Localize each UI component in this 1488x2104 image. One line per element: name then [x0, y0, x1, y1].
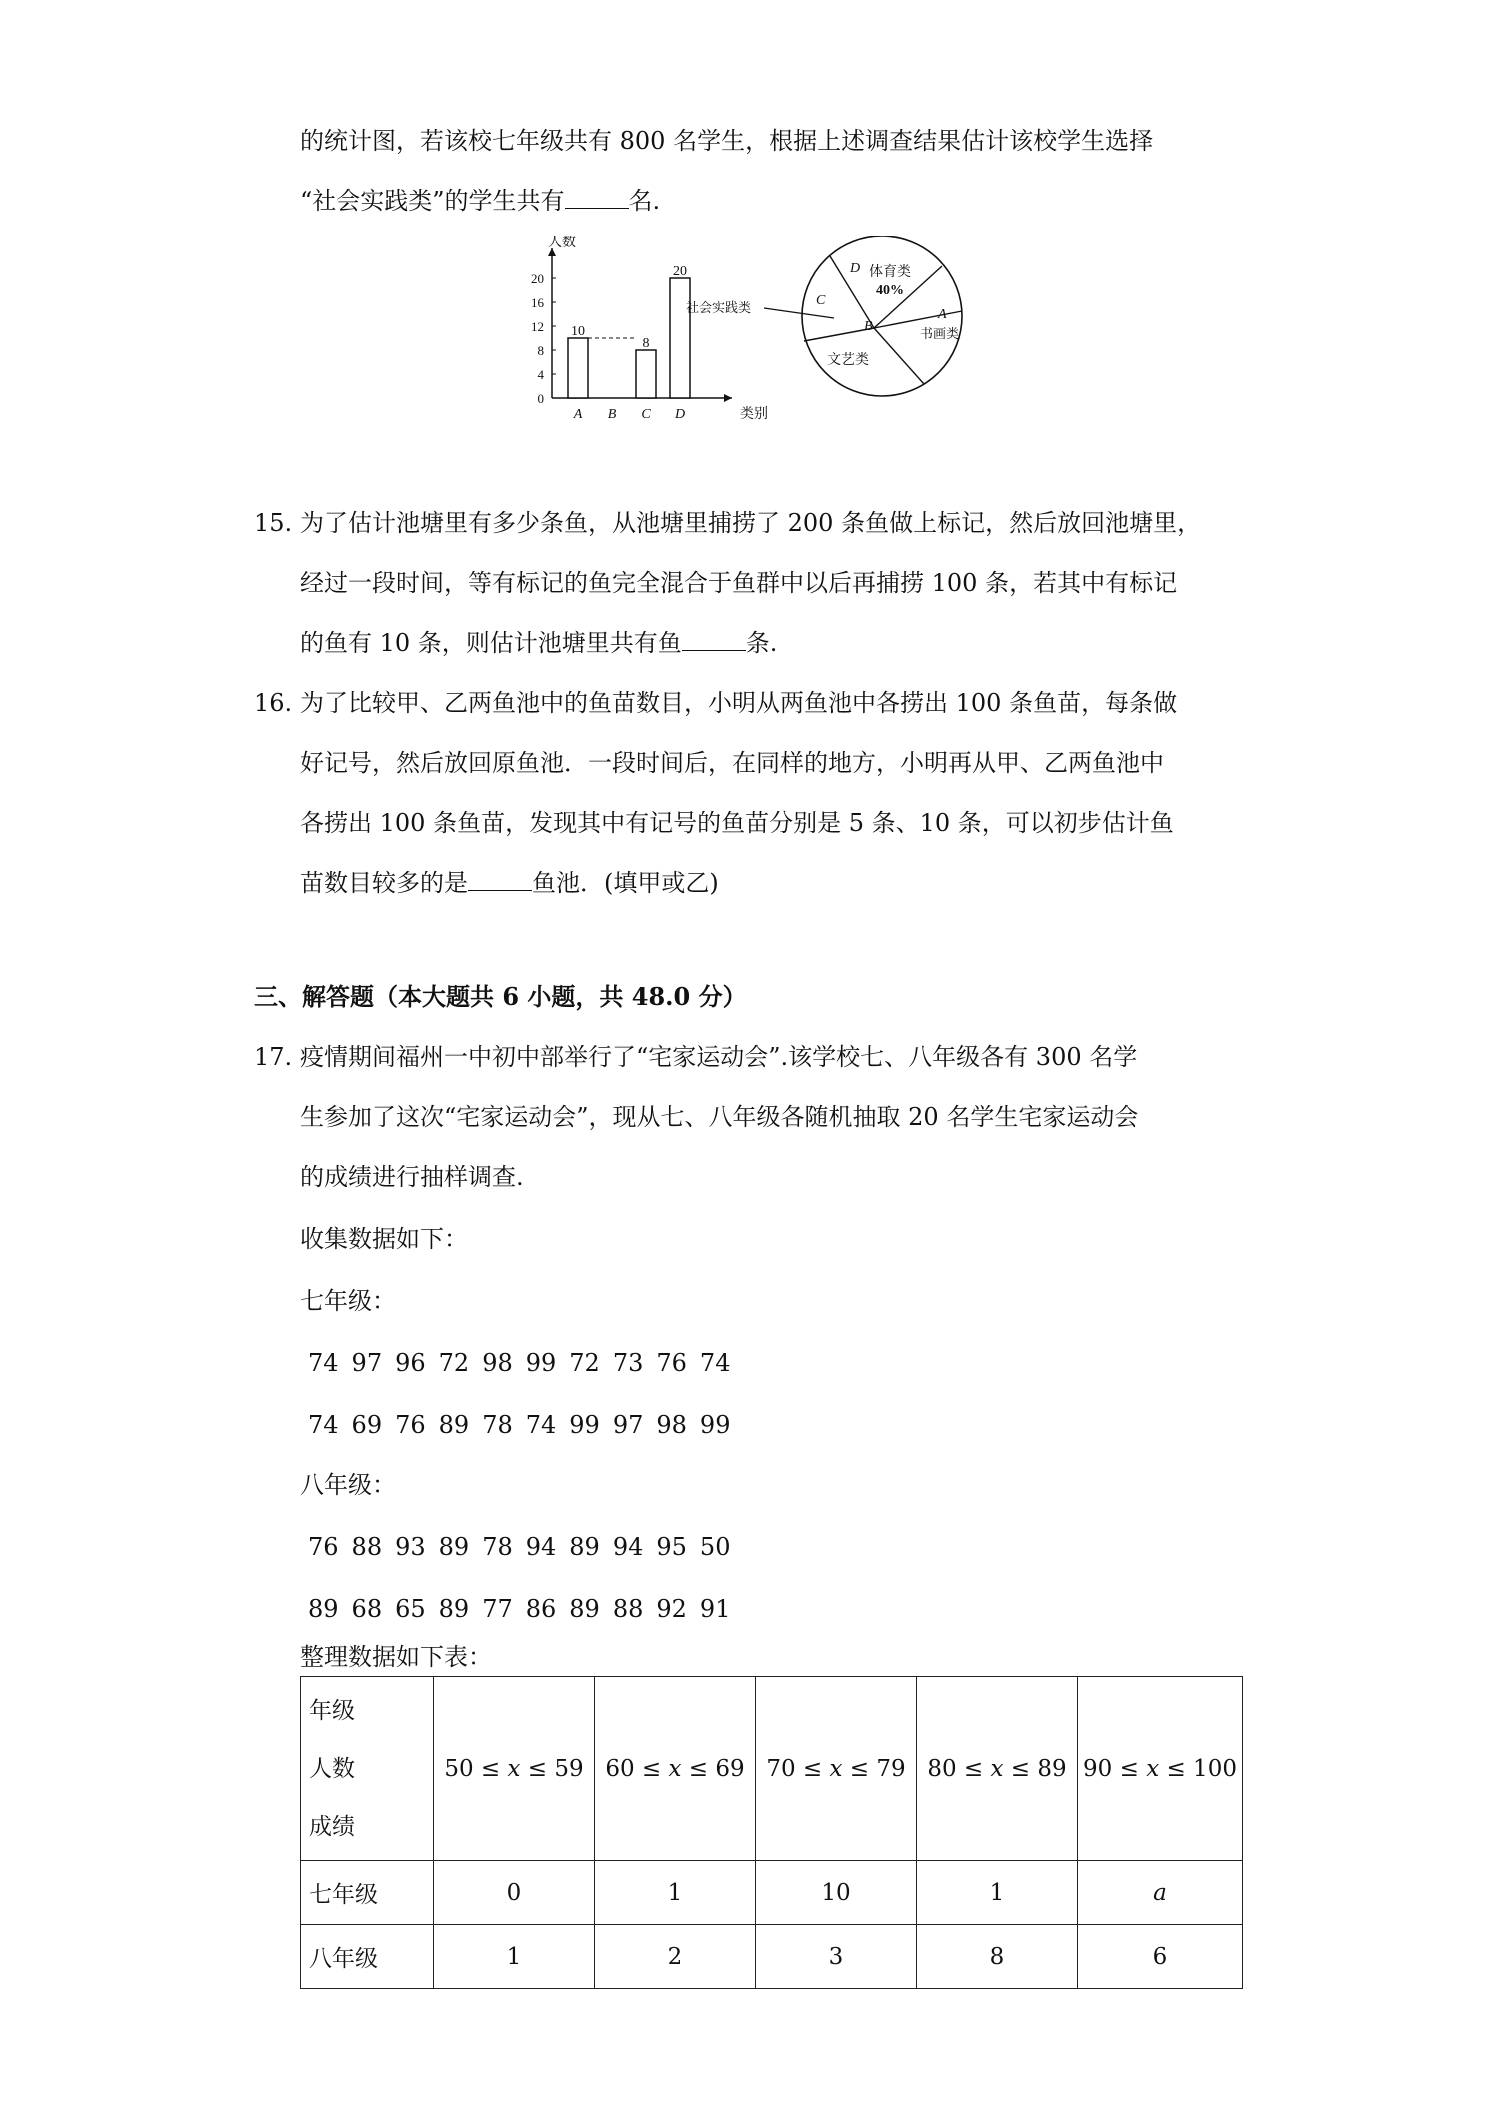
- table-cell: 6: [1078, 1925, 1243, 1989]
- score: 89: [438, 1411, 470, 1439]
- answer-blank[interactable]: [565, 186, 629, 209]
- score: 69: [351, 1411, 383, 1439]
- score: 72: [438, 1349, 470, 1377]
- y-tick-label: 0: [537, 391, 544, 406]
- score: 89: [569, 1533, 600, 1561]
- score: 77: [482, 1595, 513, 1623]
- table-cell: 1: [917, 1861, 1078, 1925]
- pie-slice-letter: A: [938, 307, 947, 322]
- row-grade-label: 八年级: [301, 1925, 434, 1989]
- score: 78: [482, 1411, 513, 1439]
- corner-label-count: 人数: [309, 1755, 355, 1782]
- pie-slice-letter: B: [864, 319, 873, 334]
- pie-slice-label: 社会实践类: [686, 300, 752, 315]
- grade8-label: 八年级：: [300, 1471, 396, 1499]
- table-cell: 8: [917, 1925, 1078, 1989]
- q16-line-1: 为了比较甲、乙两鱼池中的鱼苗数目，小明从两鱼池中各捞出 100 条鱼苗，每条做: [300, 689, 1178, 717]
- table-cell: 3: [756, 1925, 917, 1989]
- q16-line-4-text: 苗数目较多的是: [300, 869, 468, 897]
- answer-blank[interactable]: [682, 628, 746, 651]
- score: 74: [525, 1411, 557, 1439]
- score: 50: [699, 1533, 731, 1561]
- q17-line-3: 的成绩进行抽样调查.: [300, 1163, 524, 1191]
- score: 94: [525, 1533, 557, 1561]
- bar: [670, 278, 690, 398]
- grade7-label: 七年级：: [300, 1287, 396, 1315]
- range-header: 80 ≤ 𝑥 ≤ 89: [917, 1677, 1078, 1861]
- x-axis-title: 类别: [740, 407, 768, 422]
- score-distribution-table: [300, 1676, 1243, 1989]
- y-tick-label: 16: [531, 295, 544, 310]
- corner-label-score: 成绩: [309, 1813, 355, 1840]
- q14-line-1: 的统计图，若该校七年级共有 800 名学生，根据上述调查结果估计该校学生选择: [300, 127, 1154, 155]
- q16-line-3: 各捞出 100 条鱼苗，发现其中有记号的鱼苗分别是 5 条、10 条，可以初步估计鱼: [300, 809, 1174, 837]
- pie-slice-letter: D: [850, 261, 861, 276]
- q15-number: 15.: [254, 509, 293, 537]
- section-heading: 三、解答题（本大题共 6 小题，共 48.0 分）: [254, 982, 747, 1011]
- corner-label-grade: 年级: [309, 1697, 355, 1724]
- q16-line-4-tail: 鱼池．(填甲或乙): [532, 869, 719, 897]
- range-header: 90 ≤ 𝑥 ≤ 100: [1078, 1677, 1243, 1861]
- score: 98: [656, 1411, 687, 1439]
- score: 76: [308, 1533, 339, 1561]
- q16-number: 16.: [254, 689, 293, 717]
- table-cell: 0: [434, 1861, 595, 1925]
- x-axis-arrow: [724, 394, 732, 402]
- score: 65: [395, 1595, 426, 1623]
- q14-line-2: [300, 184, 660, 218]
- score: 99: [699, 1411, 731, 1439]
- x-tick-label: B: [607, 407, 617, 422]
- q15-line-3: [300, 626, 777, 660]
- score: 99: [525, 1349, 557, 1377]
- x-tick-label: A: [573, 407, 583, 422]
- y-axis-title: 人数: [548, 236, 576, 250]
- score: 72: [569, 1349, 600, 1377]
- score: 76: [656, 1349, 687, 1377]
- answer-blank[interactable]: [468, 868, 532, 891]
- range-header: 60 ≤ 𝑥 ≤ 69: [595, 1677, 756, 1861]
- y-tick-label: 4: [537, 367, 544, 382]
- q15-line-3-tail: 条.: [745, 629, 778, 657]
- q17-line-2: 生参加了这次“宅家运动会”，现从七、八年级各随机抽取 20 名学生宅家运动会: [300, 1103, 1139, 1131]
- score: 88: [612, 1595, 644, 1623]
- pie-slice-label: 书画类: [920, 326, 960, 341]
- table-cell: 2: [595, 1925, 756, 1989]
- table-header-row: [301, 1677, 1243, 1861]
- score: 88: [351, 1533, 383, 1561]
- y-tick-label: 8: [537, 343, 544, 358]
- bar: [636, 350, 656, 398]
- score: 89: [569, 1595, 600, 1623]
- table-cell: 10: [756, 1861, 917, 1925]
- grade8-scores-row-1: [308, 1530, 743, 1564]
- score: 99: [569, 1411, 600, 1439]
- q15-line-1: 为了估计池塘里有多少条鱼，从池塘里捕捞了 200 条鱼做上标记，然后放回池塘里，: [300, 509, 1202, 537]
- row-grade-label: 七年级: [301, 1861, 434, 1925]
- bar-chart: [531, 236, 768, 422]
- collect-label: 收集数据如下：: [300, 1225, 468, 1253]
- pie-slice-percent: 40%: [876, 283, 904, 298]
- grade7-scores-row-1: [308, 1346, 743, 1380]
- score: 78: [482, 1533, 513, 1561]
- y-tick-label: 20: [531, 271, 544, 286]
- score: 73: [612, 1349, 644, 1377]
- score: 95: [656, 1533, 687, 1561]
- grade7-scores-row-2: [308, 1408, 743, 1442]
- table-cell: 1: [434, 1925, 595, 1989]
- q14-line-2-tail: 名.: [628, 187, 661, 215]
- score: 89: [438, 1595, 470, 1623]
- pie-slice-label: 体育类: [869, 265, 911, 280]
- y-tick-label: 12: [531, 319, 544, 334]
- table-corner-header: [301, 1677, 434, 1861]
- range-header: 70 ≤ 𝑥 ≤ 79: [756, 1677, 917, 1861]
- grade8-scores-row-2: [308, 1592, 743, 1626]
- score: 86: [525, 1595, 557, 1623]
- score: 74: [308, 1411, 339, 1439]
- x-tick-label: C: [641, 407, 651, 422]
- pie-slice-letter: C: [816, 293, 826, 308]
- q15-line-2: 经过一段时间，等有标记的鱼完全混合于鱼群中以后再捕捞 100 条，若其中有标记: [300, 569, 1178, 597]
- score: 97: [351, 1349, 383, 1377]
- table-row: [301, 1925, 1243, 1989]
- q15-line-3-text: 的鱼有 10 条，则估计池塘里共有鱼: [300, 629, 682, 657]
- score: 96: [395, 1349, 426, 1377]
- bar-value-label: 10: [571, 324, 585, 339]
- score: 76: [395, 1411, 426, 1439]
- score: 97: [612, 1411, 644, 1439]
- statistics-figure: [512, 236, 982, 436]
- table-row: [301, 1861, 1243, 1925]
- table-cell: 1: [595, 1861, 756, 1925]
- score: 91: [699, 1595, 731, 1623]
- range-header: 50 ≤ 𝑥 ≤ 59: [434, 1677, 595, 1861]
- pie-slice-label: 文艺类: [827, 353, 869, 368]
- q14-line-2-text: “社会实践类”的学生共有: [300, 187, 565, 215]
- table-cell: 𝑎: [1078, 1861, 1243, 1925]
- score: 98: [482, 1349, 513, 1377]
- score: 68: [351, 1595, 383, 1623]
- score: 94: [612, 1533, 644, 1561]
- score: 89: [438, 1533, 470, 1561]
- q17-line-1: 疫情期间福州一中初中部举行了“宅家运动会”.该学校七、八年级各有 300 名学: [300, 1043, 1138, 1071]
- bar-value-label: 20: [673, 264, 687, 279]
- bar: [568, 338, 588, 398]
- q16-line-4: [300, 866, 719, 900]
- score: 89: [308, 1595, 339, 1623]
- x-tick-label: D: [674, 407, 686, 422]
- organize-label: 整理数据如下表：: [300, 1643, 492, 1671]
- score: 92: [656, 1595, 687, 1623]
- pie-chart: [686, 236, 962, 396]
- bar-value-label: 8: [642, 336, 650, 351]
- score: 74: [699, 1349, 731, 1377]
- score: 74: [308, 1349, 339, 1377]
- q16-line-2: 好记号，然后放回原鱼池．一段时间后，在同样的地方，小明再从甲、乙两鱼池中: [300, 749, 1164, 777]
- q17-number: 17.: [254, 1043, 293, 1071]
- score: 93: [395, 1533, 426, 1561]
